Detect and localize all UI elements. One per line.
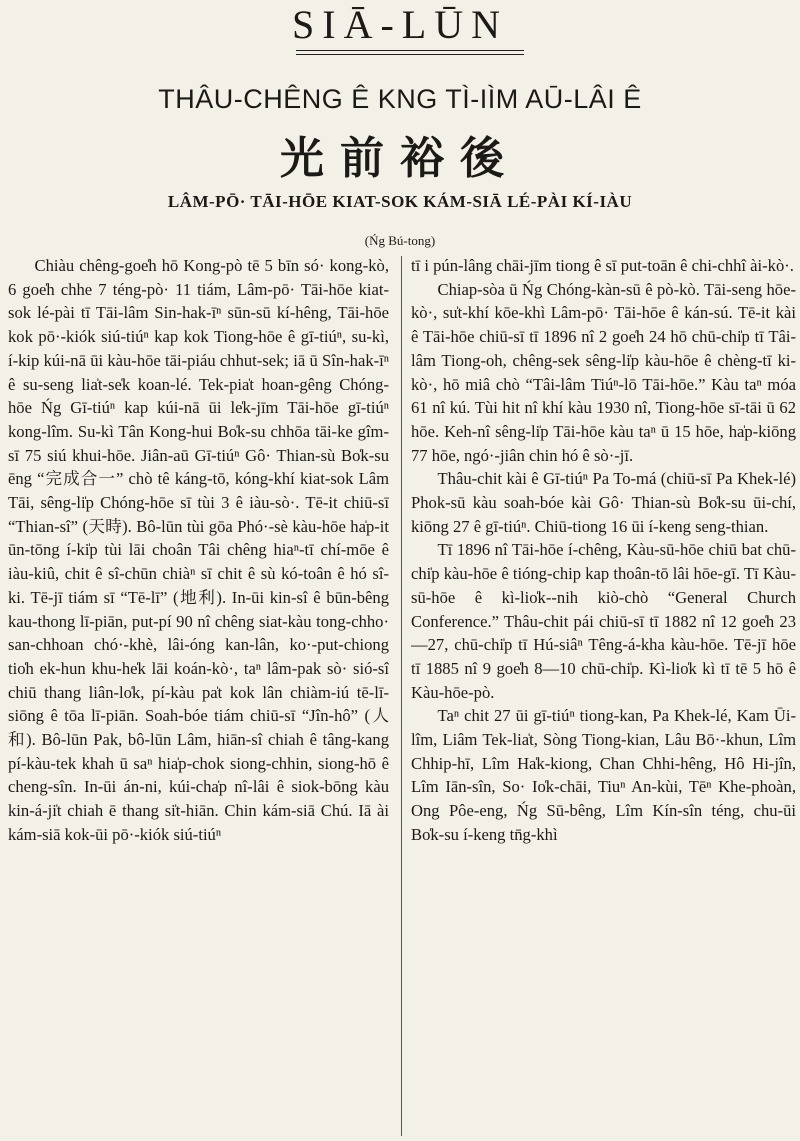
right-column bbox=[411, 254, 796, 1138]
paragraph: Chiap-sòa ū Ńg Chóng-kàn-sū ê pò-kò. Tāi-seng hōe-kò·, su̍t-khí kōe-khì Lâm-pō· Tāi-hōe ê kán-sú. Tē-it kài ê Tāi-hōe chiū-sī tī 1896 nî 2 goe̍h 24 hō chū-chi̍p tī Tâi-lâm Tiong-oh, chêng-sek sêng-li̍p kàu-hōe ê chèng-tī ki-kò·, hō miâ chò “Tâi-lâm Tiúⁿ-lō Tāi-hōe.” Kàu taⁿ móa 61 nî kú. Tùi hit nî khí kàu 1930 nî, Tiong-hōe sī-tāi ū 62 hōe. Keh-nî sêng-li̍p Tāi-hōe kàu taⁿ ū 15 hōe, ha̍p-kiōng 77 hōe, ngó·-jiân chin hó ê sò·-jī. bbox=[411, 279, 796, 465]
author-byline: (Ńg Bú-tong) bbox=[364, 233, 436, 248]
article-title-hanzi: 光前裕後 bbox=[280, 133, 520, 184]
paragraph: Taⁿ chit 27 ūi gī-tiúⁿ tiong-kan, Pa Khek-lé, Kam Ūi-lîm, Liâm Tek-lia̍t, Sòng Tiong-kian, Lâu Bō·-khun, Lîm Chhip-hī, Lîm Ha̍k-kiong, Chan Chhi-hêng, Hô Hi-jîn, Lîm Iān-sîn, So· Io̍k-chāi, Tiuⁿ An-kùi, Tēⁿ Khe-phoàn, Ong Pôe-eng, Ńg Sū-bêng, Lîm Kín-sîn téng, chu-ūi Bo̍k-su í-keng tn̄g-khì bbox=[411, 706, 796, 844]
masthead: SIĀ-LŪN bbox=[292, 2, 508, 47]
paragraph: Thâu-chit kài ê Gī-tiúⁿ Pa To-má (chiū-sī Pa Khek-lé) Phok-sū kàu soah-bóe kài Gô· Thian-sù Bo̍k-su ūi-chí, kiōng 27 ê gī-tiúⁿ. Chiū-tiong 16 ūi í-keng seng-thian. bbox=[411, 469, 796, 536]
left-column bbox=[8, 254, 389, 1138]
column-divider bbox=[401, 256, 402, 1136]
paragraph: tī i pún-lâng chāi-jīm tiong ê sī put-toān ê chi-chhî ài-kò·. bbox=[411, 256, 794, 275]
paragraph: Chiàu chêng-goe̍h hō Kong-pò tē 5 bīn só· kong-kò, 6 goe̍h chhe 7 téng-pò· 11 tiám, Lâm-pō· Tāi-hōe kiat-sok lé-pài tī Tāi-lâm Sin-hak-īⁿ sūn-sū kí-hêng, Tāi-hōe kok pō·-kiók siú-tiúⁿ kap kok Tiong-hōe ê gī-tiúⁿ, su-kì, í-kip kúi-nā ūi kàu-hōe tāi-piáu chhut-sek; iā ū Sîn-hak-īⁿ ê su-seng lia̍t-se̍k koan-lé. Tek-pia̍t hoan-gêng Chóng-hōe Ńg Gī-tiúⁿ kap kúi-nā ūi le̍k-jīm Tāi-hōe gī-tiúⁿ kong-lîm. Su-kì Tân Kong-hui Bo̍k-su chhōa tāi-ke gîm-sī 75 siú khui-hōe. Jiân-aū Gī-tiúⁿ Gô· Thian-sù Bo̍k-su ēng “完成合一” chò tê káng-tō, kóng-khí kiat-sok Lâm Tāi, sêng-li̍p Chóng-hōe sī tùi 3 ê iàu-sò·. Tē-it chiū-sī “Thian-sî” (天時). Bô-lūn tùi gōa Phó·-sè kàu-hōe ha̍p-it ūn-tōng í-ki̍p tùi lāi choân Tâi chêng hiaⁿ-tī chí-mōe ê iàu-kiû, chit ê sî-chūn chiàⁿ sī chit ê sù kó-toân ê hó sî-ki. Tē-jī tiám sī “Tē-lī” (地利). In-ūi kin-sî ê būn-bêng kau-thong lī-piān, put-pí 90 nî chêng siat-kàu tong-chho· san-chhoan chó·-khè, lâi-óng kan-lân, ko·-put-chiong tio̍h ek-hun khu-he̍k lāi koán-kò·, taⁿ lâm-pak sò· sió-sî chiū thang liân-lo̍k, pí-kàu pa̍t kok lân chiàm-iú tē-lī-siōng ê tōa lī-piān. Soah-bóe tiám chiū-sī “Jîn-hô” (人和). Bô-lūn Pak, bô-lūn Lâm, hiān-sî chiah ê tâng-kang pí-kàu-tek khah ū saⁿ hia̍p-chok siong-chhin, siong-hō ê cheng-sîn. In-ūi án-ni, kúi-cha̍p nî-lâi ê siok-bōng kàu kin-á-ji̍t chiah ē thang si̍t-hiān. Chin kám-siā Chú. Iā ài kám-siā kok-ūi pō·-kiók siú-tiúⁿ bbox=[8, 256, 389, 844]
article-subtitle: LÂM-PŌ· TĀI-HŌE KIAT-SOK KÁM-SIĀ LÉ-PÀI KÍ-IÀU bbox=[167, 192, 633, 211]
masthead-rule bbox=[296, 54, 524, 55]
masthead-rule bbox=[296, 50, 524, 51]
article-title-romanized: THÂU-CHÊNG Ê KNG TÌ-IÌM AŪ-LÂI Ê bbox=[158, 84, 642, 114]
paragraph: Tī 1896 nî Tāi-hōe í-chêng, Kàu-sū-hōe chiū bat chū-chi̍p kàu-hōe ê tióng-chip kap thoân-tō lâi hōe-gī. Tī Kàu-sū-hōe ê kì-lio̍k--nih kiò-chò “General Church Conference.” Thâu-chit pái chiū-sī tī 1882 nî 12 goe̍h 23—27, chū-chi̍p tī Hú-siâⁿ Têng-á-kha kàu-hōe. Tē-jī hōe tī 1885 nî 9 goe̍h 8—10 chū-chi̍p. Kì-lio̍k kì tī tē 5 hō ê Kàu-hōe-pò. bbox=[411, 540, 796, 702]
